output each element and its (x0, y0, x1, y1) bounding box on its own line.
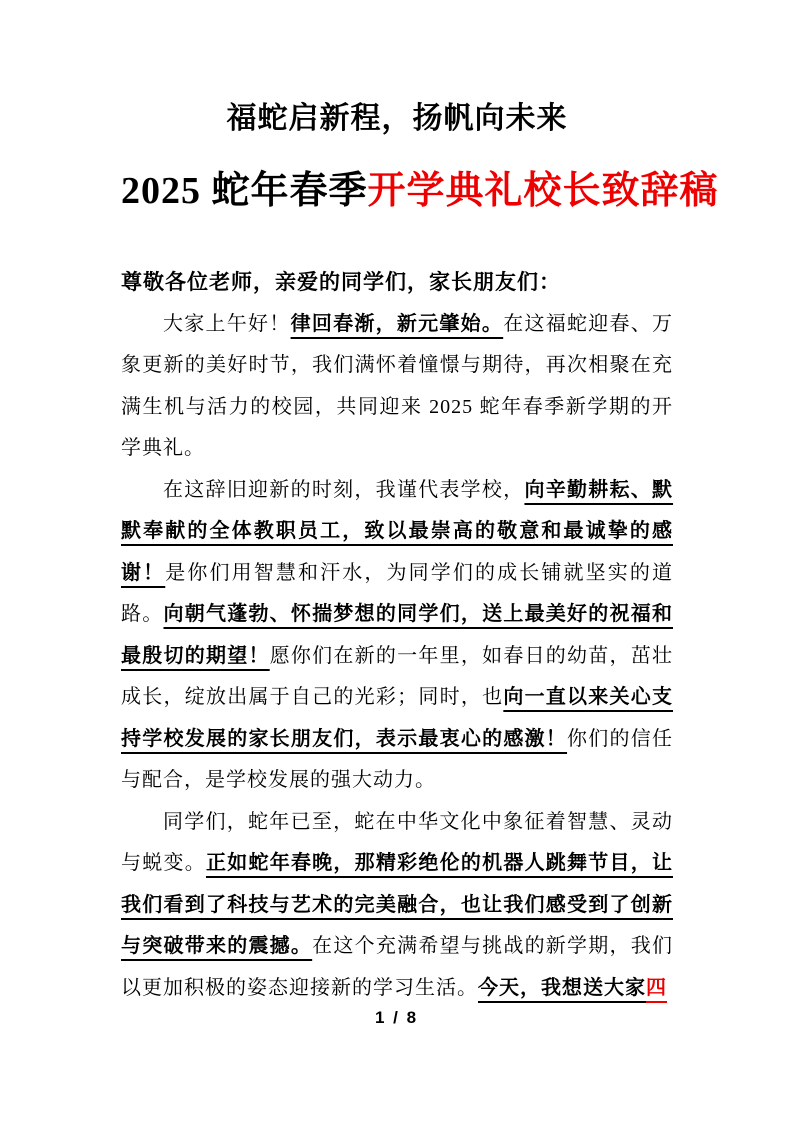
title-red-part: 开学典礼校长致辞稿 (367, 170, 719, 212)
emphasis-run: 向一直以来关心支持学校发展的家长朋友们，表示最衷心的感激！ (121, 686, 674, 750)
paragraph-thanks (121, 470, 673, 802)
salutation-line: 尊敬各位老师，亲爱的同学们，家长朋友们： (121, 270, 561, 294)
paragraph-snake-year (121, 802, 673, 1010)
text-run: 愿你们在新的一年里，如春日的幼苗，茁壮成长，绽放出属于自己的光彩；同时，也 (121, 644, 674, 708)
emphasis-run: 正如蛇年春晚，那精彩绝伦的机器人跳舞节目，让我们看到了科技与艺术的完美融合，也让我们感受到了创新与突破带来的震撼。 (121, 852, 674, 957)
text-run: 在这福蛇迎春、万象更新的美好时节，我们满怀着憧憬与期待，再次相聚在充满生机与活力的校园，共同迎来 2025 蛇年春季新学期的开学典礼。 (121, 312, 674, 459)
paragraph-greeting (121, 304, 673, 470)
text-run: 你们的信任与配合，是学校发展的强大动力。 (121, 727, 674, 791)
text-run: 大家上午好！ (163, 312, 291, 335)
text-run: 在这个充满希望与挑战的新学期，我们以更加积极的姿态迎接新的学习生活。 (121, 935, 674, 999)
red-emphasis-run: 四 (646, 976, 667, 999)
emphasis-run: 向朝气蓬勃、怀揣梦想的同学们，送上最美好的祝福和最殷切的期望！ (121, 603, 674, 667)
page-number: 1 / 8 (374, 1008, 419, 1027)
emphasis-run: 向辛勤耕耘、默默奉献的全体教职员工，致以最崇高的敬意和最诚挚的感谢！ (121, 478, 674, 584)
emphasis-run: 今天，我想送大家 (478, 976, 646, 999)
text-run: 在这辞旧迎新的时刻，我谨代表学校， (163, 478, 525, 501)
document-title-line2 (121, 166, 719, 216)
emphasis-run: 律回春渐，新元肇始。 (290, 312, 504, 335)
document-title-line1: 福蛇启新程，扬帆向未来 (226, 102, 568, 135)
title-black-part: 2025 蛇年春季 (121, 170, 368, 212)
text-run: 同学们，蛇年已至，蛇在中华文化中象征着智慧、灵动与蜕变。 (121, 810, 673, 874)
text-run: 是你们用智慧和汗水，为同学们的成长铺就坚实的道路。 (121, 561, 673, 625)
